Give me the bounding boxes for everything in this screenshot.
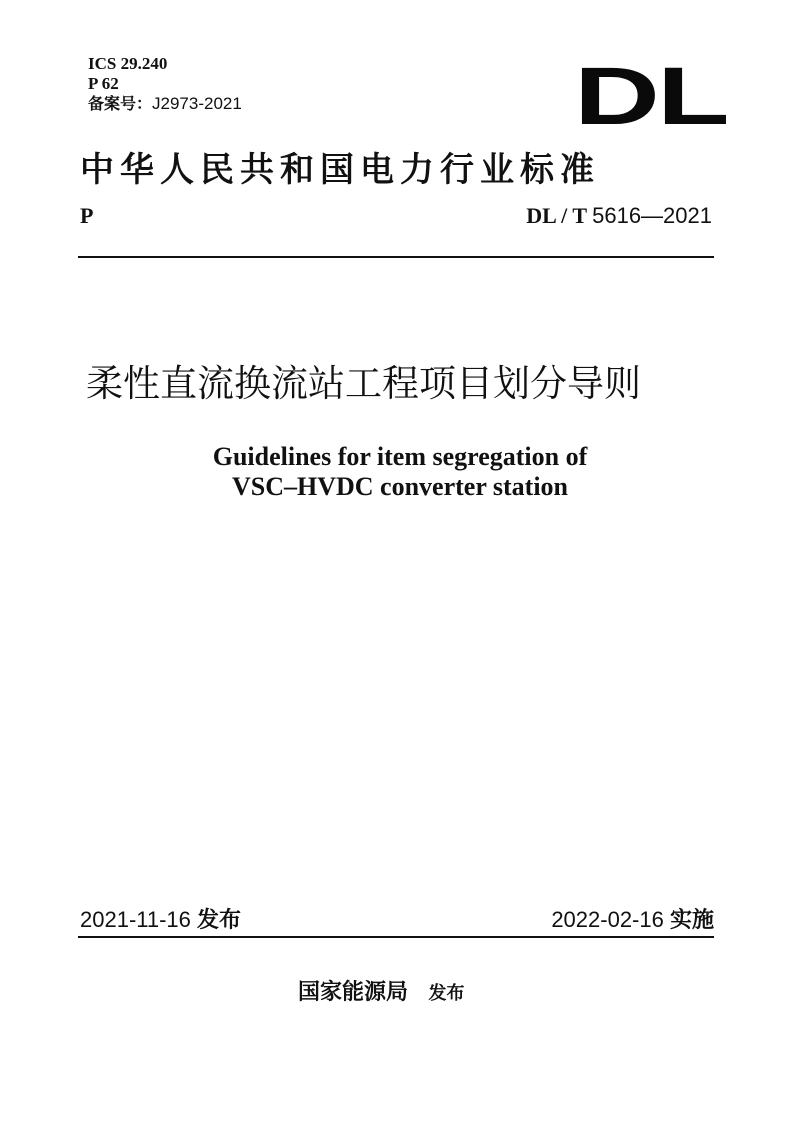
- filing-value: J2973-2021: [152, 94, 242, 113]
- standard-number-prefix: DL / T: [526, 203, 593, 228]
- standard-number-value: 5616—2021: [592, 203, 712, 228]
- footer-divider: [78, 936, 714, 938]
- effective-date-value: 2022-02-16: [551, 907, 664, 932]
- issue-date-value: 2021-11-16: [80, 907, 191, 932]
- filing-label: 备案号：: [88, 94, 153, 113]
- issuer-organization: 国家能源局: [298, 979, 409, 1005]
- issuer-line: [298, 975, 464, 1006]
- issue-date-label: 发布: [197, 908, 242, 933]
- effective-date: [551, 903, 714, 934]
- english-title: [150, 442, 650, 502]
- standard-type-title: 中华人民共和国电力行业标准: [80, 150, 600, 190]
- effective-date-label: 实施: [669, 908, 714, 933]
- header-divider: [78, 256, 714, 258]
- chinese-title: 柔性直流换流站工程项目划分导则: [86, 362, 641, 405]
- dl-logo: DL: [574, 51, 727, 142]
- ics-code: ICS 29.240: [88, 54, 168, 73]
- p-code: P 62: [88, 74, 119, 93]
- issuer-action: 发布: [428, 983, 465, 1004]
- standard-number: [526, 203, 712, 229]
- classification-block: [88, 54, 242, 114]
- filing-number: [88, 94, 242, 114]
- issue-date: [80, 903, 241, 934]
- english-title-line-1: Guidelines for item segregation of: [212, 442, 588, 471]
- english-title-line-2: VSC–HVDC converter station: [231, 472, 569, 501]
- class-code: P: [80, 203, 94, 228]
